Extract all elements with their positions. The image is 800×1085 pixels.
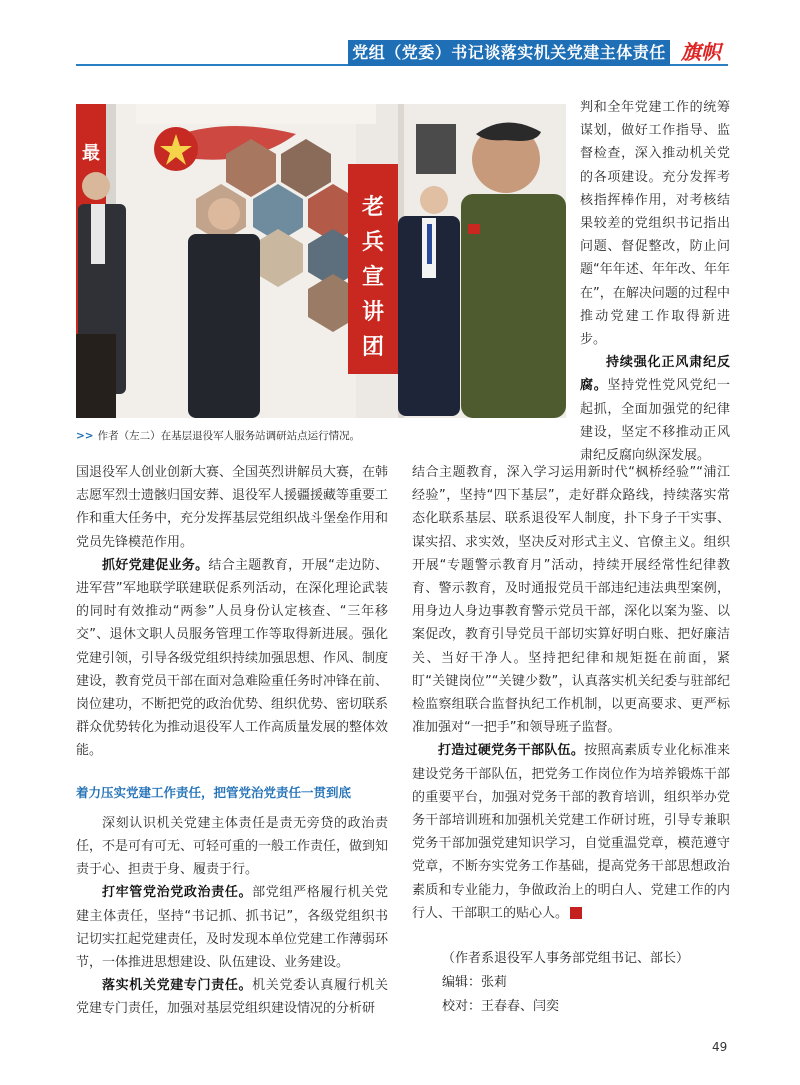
paragraph	[76, 974, 388, 1020]
paragraph-text: 部党组严格履行机关党建主体责任，坚持“书记抓、抓书记”，各级党组织书记切实扛起党建责任，及时发现本单位党建工作薄弱环节，一体推进思想建设、队伍建设、业务建设。	[76, 885, 389, 971]
paragraph-lead: 持续强化正风肃纪反腐。	[580, 355, 730, 394]
paragraph	[580, 351, 730, 467]
paragraph	[76, 881, 388, 974]
paragraph-text: 机关党委认真履行机关党建专门责任，加强对基层党组织建设情况的分析研	[76, 978, 388, 1017]
svg-text:宣: 宣	[361, 265, 385, 290]
right-upper-column	[580, 96, 730, 467]
paragraph-text: 坚持党性党风党纪一起抓，全面加强党的纪律建设，坚定不移推动正风肃纪反腐向纵深发展。	[580, 378, 730, 464]
right-column	[412, 461, 730, 925]
photo-caption	[76, 428, 566, 443]
svg-text:老: 老	[361, 195, 385, 220]
svg-text:讲: 讲	[361, 300, 385, 325]
paragraph: 结合主题教育，深入学习运用新时代“枫桥经验”“浦江经验”，坚持“四下基层”，走好群众路线，持续落实常态化联系基层、联系退役军人制度，扑下身子干实事、谋实招、求实效，坚决反对形式主义、官僚主义。组织开展“专题警示教育月”活动，持续开展经常性纪律教育、警示教育，及时通报党员干部违纪违法典型案例，用身边人身边事教育警示党员干部，深化以案为鉴、以案促改，教育引导党员干部切实算好明白账、把好廉洁关、当好干净人。坚持把纪律和规矩挺在前面，紧盯“关键岗位”“关键少数”，认真落实机关纪委与驻部纪检监察组联合监督执纪工作机制，以更高要求、更严标准加强对“一把手”和领导班子监督。	[412, 465, 730, 736]
caption-arrow-icon: >>	[76, 430, 94, 442]
caption-text: 作者（左二）在基层退役军人服务站调研站点运行情况。	[97, 430, 361, 442]
svg-text:兵: 兵	[361, 230, 385, 255]
svg-text:最: 最	[82, 143, 100, 164]
paragraph	[76, 554, 388, 763]
paragraph	[412, 739, 730, 925]
paragraph: 深刻认识机关党建主体责任是责无旁贷的政治责任，不是可有可无、可轻可重的一般工作责任，做到知责于心、担责于身、履责于行。	[76, 815, 389, 878]
signature-block	[442, 947, 742, 1019]
paragraph-lead: 打牢管党治党政治责任。	[102, 885, 253, 901]
paragraph: 判和全年党建工作的统筹谋划，做好工作指导、监督检查，深入推动机关党的各项建设。充分发挥考核指挥棒作用，对考核结果较差的党组织书记指出问题、督促整改，防止问题“年年述、年年改、年年在”，在解决问题的过程中推动党建工作取得新进步。	[580, 100, 730, 348]
column-title: 党组（党委）书记谈落实机关党建主体责任	[348, 40, 670, 66]
page-number: 49	[712, 1040, 728, 1054]
proofread-line: 校对：王春春、闫奕	[442, 999, 560, 1014]
article-photo	[76, 104, 566, 418]
editor-line: 编辑：张莉	[442, 975, 508, 990]
paragraph-lead: 打造过硬党务干部队伍。	[438, 743, 585, 759]
paragraph: 国退役军人创业创新大赛、全国英烈讲解员大赛，在韩志愿军烈士遗骸归国安葬、退役军人援疆援藏等重要工作和重大任务中，充分发挥基层党组织战斗堡垒作用和党员先锋模范作用。	[76, 465, 389, 550]
magazine-logo: 旗帜	[681, 40, 721, 64]
paragraph-lead: 落实机关党建专门责任。	[102, 978, 253, 994]
paragraph-lead: 抓好党建促业务。	[102, 557, 209, 573]
svg-text:团: 团	[361, 335, 385, 360]
paragraph-text: 结合主题教育，开展“走边防、进军营”军地联学联建联促系列活动，在深化理论武装的同时有效推动“两参”人员身份认定核查、“三年移交”、退休文职人员服务管理工作等取得新进展。强化党建引领，引导各级党组织持续加强思想、作风、制度建设，教育党员干部在面对急难险重任务时冲锋在前、岗位建功，不断把党的政治优势、组织优势、密切联系群众优势转化为推动退役军人工作高质量发展的整体效能。	[76, 557, 389, 759]
section-heading: 着力压实党建工作责任，把管党治党责任一贯到底	[76, 784, 352, 800]
photo-illustration	[76, 104, 566, 418]
end-mark-icon: 旗	[570, 907, 582, 919]
left-column	[76, 461, 388, 1021]
paragraph-text: 按照高素质专业化标准来建设党务干部队伍，把党务工作岗位作为培养锻炼干部的重要平台，加强对党务干部的教育培训，组织举办党务干部培训班和加强机关党建工作研讨班，引导专兼职党务干部加强党建知识学习，自觉重温党章，模范遵守党章，不断夯实党务工作基础，提高党务干部思想政治素质和专业能力，争做政治上的明白人、党建工作的内行人、干部职工的贴心人。	[412, 743, 730, 921]
author-note: （作者系退役军人事务部党组书记、部长）	[442, 951, 690, 966]
